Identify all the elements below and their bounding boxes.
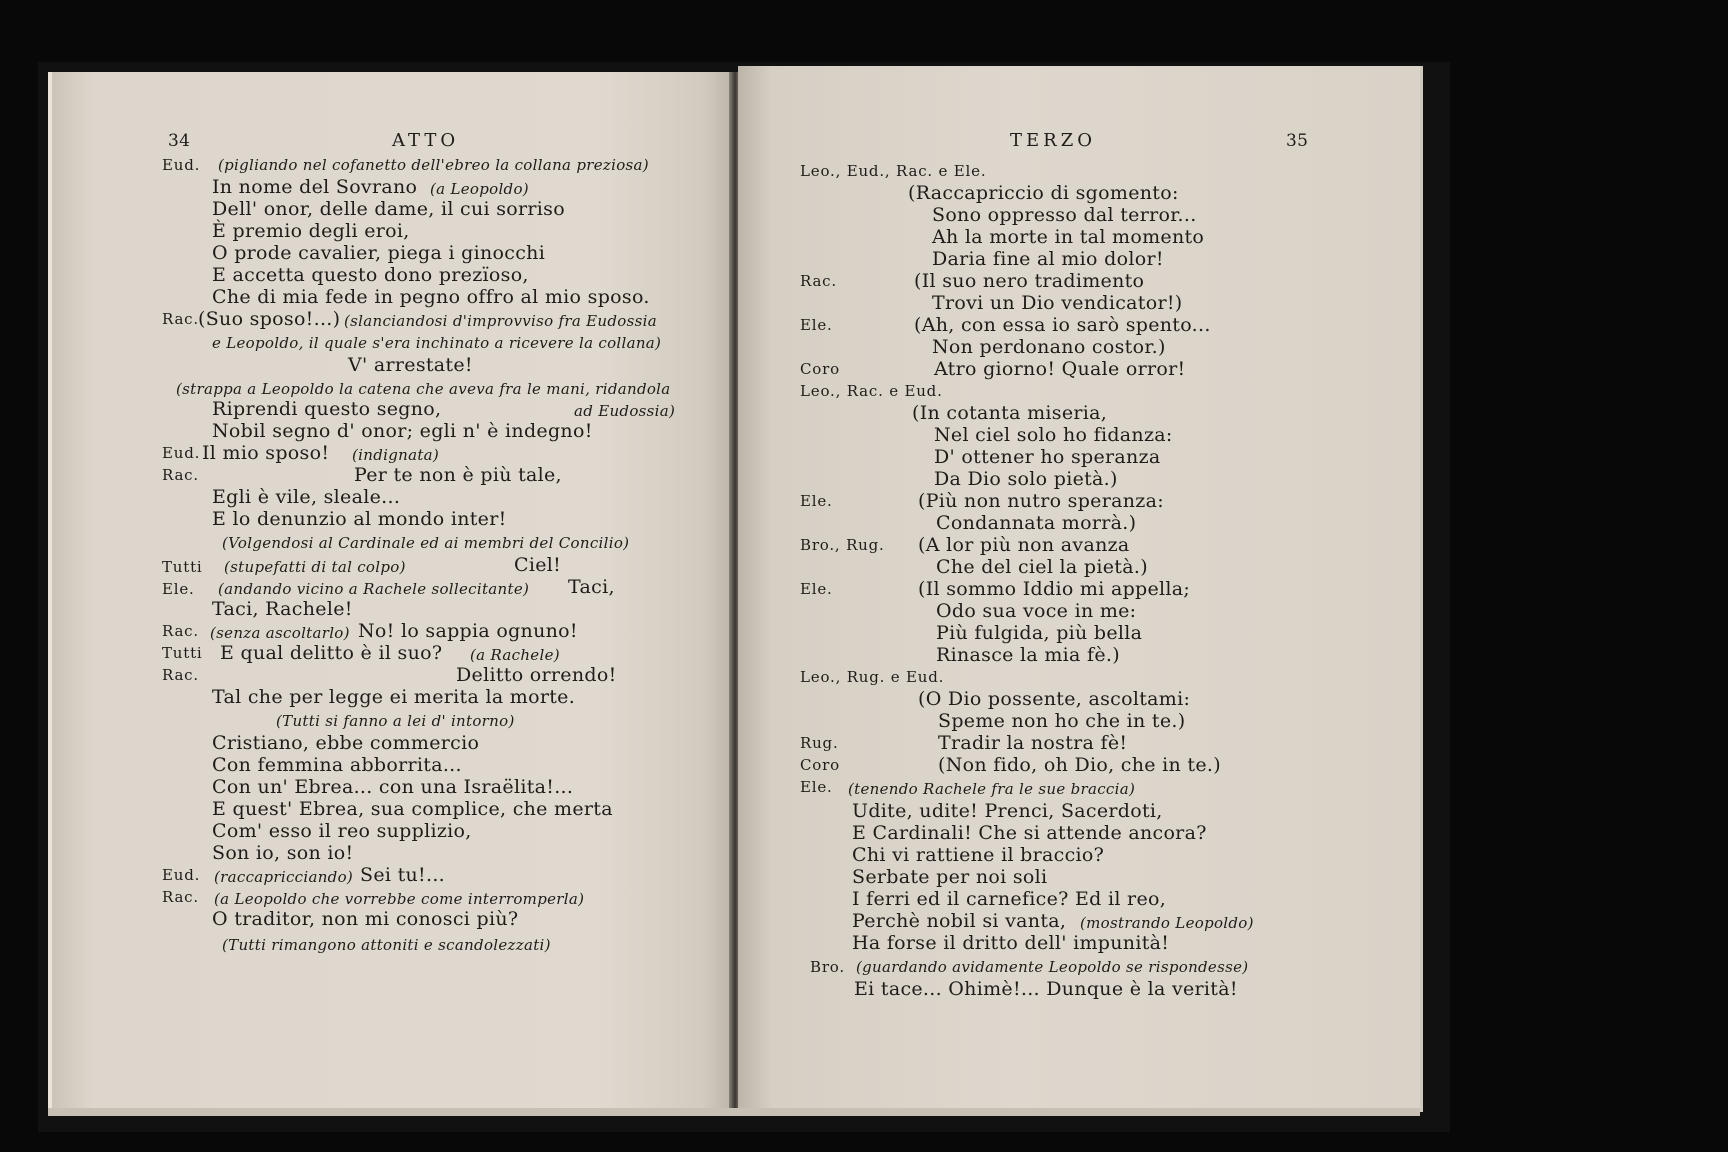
verse-line: Tal che per legge ei merita la morte. (212, 686, 576, 708)
speaker-label: Rac. (162, 888, 199, 906)
stage-direction: (a Leopoldo che vorrebbe come interromperla) (214, 890, 585, 908)
speaker-label: Rac. (162, 666, 199, 684)
speaker-label: Bro., Rug. (800, 536, 885, 554)
verse-line: Riprendi questo segno, (212, 398, 442, 420)
running-header: ATTO (392, 130, 460, 151)
verse-line: Atro giorno! Quale orror! (934, 358, 1186, 380)
speaker-label: Coro (800, 360, 840, 378)
verse-line: (Il suo nero tradimento (914, 270, 1145, 292)
speaker-label: Ele. (162, 580, 195, 598)
speaker-label: Ele. (800, 492, 833, 510)
verse-line: Speme non ho che in te.) (938, 710, 1186, 732)
page-number: 35 (1286, 131, 1309, 151)
verse-line: Non perdonano costor.) (932, 336, 1166, 358)
verse-line: Sei tu!... (360, 864, 446, 886)
verse-line: E qual delitto è il suo? (220, 642, 443, 664)
verse-line: Son io, son io! (212, 842, 354, 864)
speaker-label: Leo., Eud., Rac. e Ele. (800, 162, 987, 180)
page-number: 34 (168, 131, 191, 151)
verse-line: Nobil segno d' onor; egli n' è indegno! (212, 420, 593, 442)
verse-line: Ei tace... Ohimè!... Dunque è la verità! (854, 978, 1238, 1000)
speaker-label: Ele. (800, 778, 833, 796)
stage-direction: (strappa a Leopoldo la catena che aveva fra le mani, ridandola (176, 380, 671, 398)
speaker-label: Rac. (162, 466, 199, 484)
verse-line: Taci, (568, 576, 615, 598)
verse-line: No! lo sappia ognuno! (358, 620, 578, 642)
verse-line: D' ottener ho speranza (934, 446, 1161, 468)
stage-direction: (mostrando Leopoldo) (1080, 914, 1254, 932)
verse-line: Tradir la nostra fè! (938, 732, 1128, 754)
stage-direction: ad Eudossia) (574, 402, 676, 420)
verse-line: Sono oppresso dal terror... (932, 204, 1197, 226)
verse-line: Taci, Rachele! (212, 598, 353, 620)
verse-line: Serbate per noi soli (852, 866, 1048, 888)
verse-line: Perchè nobil si vanta, (852, 910, 1067, 932)
verse-line: (Ah, con essa io sarò spento... (914, 314, 1211, 336)
speaker-label: Ele. (800, 316, 833, 334)
verse-line: Più fulgida, più bella (936, 622, 1143, 644)
speaker-label: Leo., Rug. e Eud. (800, 668, 945, 686)
verse-line: Da Dio solo pietà.) (934, 468, 1118, 490)
speaker-label: Eud. (162, 444, 201, 462)
verse-line: Nel ciel solo ho fidanza: (934, 424, 1173, 446)
stage-direction: (Tutti rimangono attoniti e scandolezzati) (222, 936, 551, 954)
verse-line: V' arrestate! (348, 354, 473, 376)
verse-line: (O Dio possente, ascoltami: (918, 688, 1191, 710)
stage-direction: (a Rachele) (470, 646, 560, 664)
stage-direction: (andando vicino a Rachele sollecitante) (218, 580, 530, 598)
verse-line: Udite, udite! Prenci, Sacerdoti, (852, 800, 1163, 822)
verse-line: In nome del Sovrano (212, 176, 418, 198)
stage-direction: (Tutti si fanno a lei d' intorno) (276, 712, 515, 730)
verse-line: E lo denunzio al mondo inter! (212, 508, 507, 530)
verse-line: O traditor, non mi conosci più? (212, 908, 519, 930)
stage-direction: (senza ascoltarlo) (210, 624, 350, 642)
verse-line: Ciel! (514, 554, 562, 576)
verse-line: Cristiano, ebbe commercio (212, 732, 480, 754)
verse-line: Com' esso il reo supplizio, (212, 820, 472, 842)
speaker-label: Eud. (162, 156, 201, 174)
verse-line: Che del ciel la pietà.) (936, 556, 1148, 578)
stage-direction: (a Leopoldo) (430, 180, 529, 198)
verse-line: (Suo sposo!...) (198, 308, 341, 330)
verse-line: Condannata morrà.) (936, 512, 1137, 534)
speaker-label: Ele. (800, 580, 833, 598)
verse-line: Rinasce la mia fè.) (936, 644, 1120, 666)
verse-line: (Il sommo Iddio mi appella; (918, 578, 1191, 600)
verse-line: (Più non nutro speranza: (918, 490, 1164, 512)
verse-line: Ha forse il dritto dell' impunità! (852, 932, 1170, 954)
speaker-label: Rug. (800, 734, 839, 752)
stage-direction: (indignata) (352, 446, 440, 464)
verse-line: E quest' Ebrea, sua complice, che merta (212, 798, 613, 820)
verse-line: Il mio sposo! (202, 442, 330, 464)
speaker-label: Rac. (162, 622, 199, 640)
speaker-label: Leo., Rac. e Eud. (800, 382, 943, 400)
verse-line: Dell' onor, delle dame, il cui sorriso (212, 198, 565, 220)
verse-line: E accetta questo dono prezïoso, (212, 264, 529, 286)
verse-line: Per te non è più tale, (354, 464, 562, 486)
verse-line: Trovi un Dio vendicator!) (932, 292, 1183, 314)
running-header: TERZO (1010, 130, 1096, 151)
verse-line: (Raccapriccio di sgomento: (908, 182, 1179, 204)
verse-line: Daria fine al mio dolor! (932, 248, 1164, 270)
stage-direction: (Volgendosi al Cardinale ed ai membri del Concilio) (222, 534, 630, 552)
verse-line: Che di mia fede in pegno offro al mio sposo. (212, 286, 650, 308)
left-page (48, 72, 737, 1114)
verse-line: Odo sua voce in me: (936, 600, 1137, 622)
verse-line: Chi vi rattiene il braccio? (852, 844, 1105, 866)
page-edges (48, 1108, 1420, 1116)
verse-line: (A lor più non avanza (918, 534, 1130, 556)
verse-line: Con un' Ebrea... con una Israëlita!... (212, 776, 574, 798)
speaker-label: Tutti (162, 558, 203, 576)
verse-line: E Cardinali! Che si attende ancora? (852, 822, 1207, 844)
stage-direction: (slanciandosi d'improvviso fra Eudossia (344, 312, 657, 330)
stage-direction: (tenendo Rachele fra le sue braccia) (848, 780, 1136, 798)
stage-direction: (guardando avidamente Leopoldo se rispondesse) (856, 958, 1249, 976)
speaker-label: Coro (800, 756, 840, 774)
verse-line: Ah la morte in tal momento (932, 226, 1205, 248)
speaker-label: Rac. (162, 310, 199, 328)
verse-line: (In cotanta miseria, (912, 402, 1108, 424)
verse-line: Egli è vile, sleale... (212, 486, 401, 508)
verse-line: Con femmina abborrita... (212, 754, 462, 776)
stage-direction: (stupefatti di tal colpo) (224, 558, 406, 576)
speaker-label: Eud. (162, 866, 201, 884)
speaker-label: Rac. (800, 272, 837, 290)
verse-line: Delitto orrendo! (456, 664, 617, 686)
verse-line: I ferri ed il carnefice? Ed il reo, (852, 888, 1167, 910)
verse-line: O prode cavalier, piega i ginocchi (212, 242, 546, 264)
stage-direction: (raccapricciando) (214, 868, 354, 886)
verse-line: È premio degli eroi, (212, 220, 410, 242)
verse-line: (Non fido, oh Dio, che in te.) (938, 754, 1221, 776)
speaker-label: Bro. (810, 958, 845, 976)
right-page (738, 66, 1423, 1112)
speaker-label: Tutti (162, 644, 203, 662)
stage-direction: (pigliando nel cofanetto dell'ebreo la collana preziosa) (218, 156, 649, 174)
stage-direction: e Leopoldo, il quale s'era inchinato a ricevere la collana) (212, 334, 662, 352)
